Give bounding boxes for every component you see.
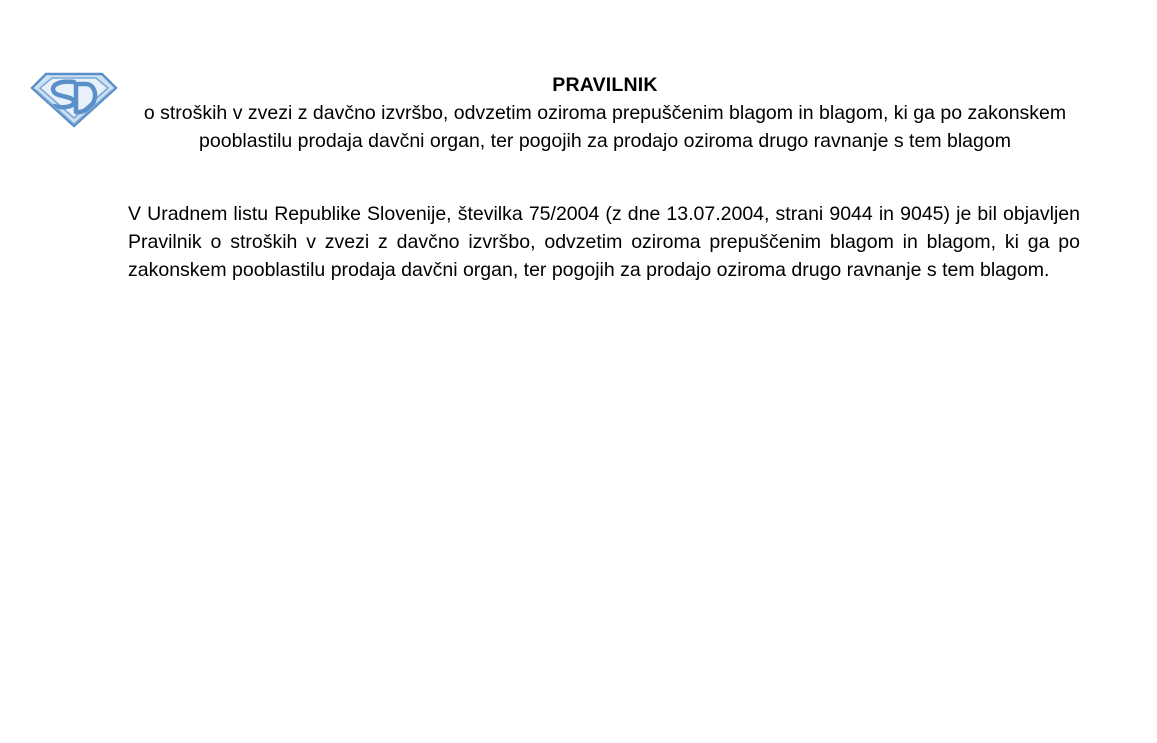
body-paragraph: V Uradnem listu Republike Slovenije, številka 75/2004 (z dne 13.07.2004, strani 9044 in 9045) je bil objavljen Pravilnik o stroških v zvezi z davčno izvršbo, odvzetim oziroma prepuščenim blagom in blagom, ki ga po zakonskem pooblastilu prodaja davčni organ, ter pogojih za prodajo oziroma drugo ravnanje s tem blagom.: [128, 203, 1080, 281]
title-block: [130, 72, 1080, 155]
sd-emblem-logo: [28, 68, 120, 130]
body-block: [128, 200, 1080, 284]
page-subtitle: o stroških v zvezi z davčno izvršbo, odvzetim oziroma prepuščenim blagom in blagom, ki ga po zakonskem pooblastilu prodaja davčni organ, ter pogojih za prodajo oziroma drugo ravnanje s tem blagom: [143, 102, 1067, 152]
page-title: PRAVILNIK: [552, 74, 658, 96]
